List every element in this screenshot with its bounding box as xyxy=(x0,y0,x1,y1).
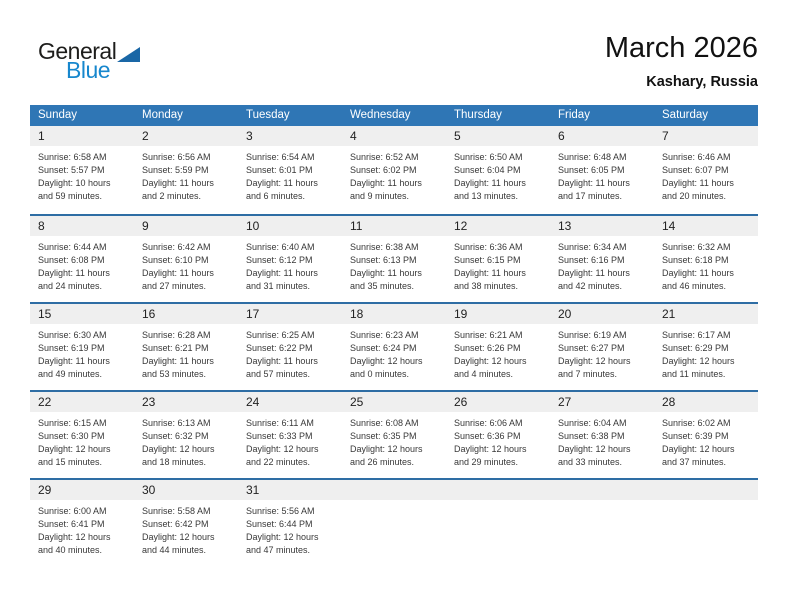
day-details xyxy=(654,412,758,469)
day-details xyxy=(342,146,446,203)
calendar-day-cell xyxy=(342,304,446,390)
logo-text-blue: Blue xyxy=(66,57,111,83)
daylight-line: Daylight: 11 hours xyxy=(142,268,214,278)
calendar-day-cell xyxy=(654,126,758,214)
daylight-line: Daylight: 11 hours xyxy=(246,268,318,278)
logo-text-general: General xyxy=(38,38,117,64)
sunrise-line: Sunrise: 6:46 AM xyxy=(662,152,731,162)
general-blue-logo xyxy=(38,40,140,82)
daylight-line-continued: and 4 minutes. xyxy=(454,369,514,379)
day-number xyxy=(550,480,654,500)
daylight-line-continued: and 0 minutes. xyxy=(350,369,410,379)
daylight-line-continued: and 13 minutes. xyxy=(454,191,519,201)
calendar-empty-cell xyxy=(654,480,758,566)
sunrise-line: Sunrise: 6:02 AM xyxy=(662,418,731,428)
sunset-line: Sunset: 6:13 PM xyxy=(350,255,417,265)
calendar-day-cell xyxy=(446,126,550,214)
calendar-day-cell xyxy=(238,480,342,566)
sunset-line: Sunset: 6:39 PM xyxy=(662,431,729,441)
calendar-empty-cell xyxy=(446,480,550,566)
sunrise-line: Sunrise: 6:56 AM xyxy=(142,152,211,162)
sunrise-line: Sunrise: 6:17 AM xyxy=(662,330,731,340)
sunrise-line: Sunrise: 6:13 AM xyxy=(142,418,211,428)
sunrise-line: Sunrise: 6:06 AM xyxy=(454,418,523,428)
sunset-line: Sunset: 6:44 PM xyxy=(246,519,313,529)
daylight-line: Daylight: 11 hours xyxy=(558,178,630,188)
calendar-empty-cell xyxy=(342,480,446,566)
daylight-line: Daylight: 12 hours xyxy=(350,356,423,366)
daylight-line: Daylight: 12 hours xyxy=(38,532,111,542)
sunrise-line: Sunrise: 6:11 AM xyxy=(246,418,314,428)
calendar-day-cell xyxy=(30,216,134,302)
weekday-header-wednesday: Wednesday xyxy=(350,109,411,121)
daylight-line-continued: and 33 minutes. xyxy=(558,457,623,467)
calendar-day-cell xyxy=(654,304,758,390)
weekday-header-friday: Friday xyxy=(558,109,590,121)
daylight-line-continued: and 44 minutes. xyxy=(142,545,207,555)
daylight-line-continued: and 17 minutes. xyxy=(558,191,623,201)
daylight-line-continued: and 27 minutes. xyxy=(142,281,207,291)
calendar-empty-cell xyxy=(550,480,654,566)
calendar-day-cell xyxy=(446,392,550,478)
day-number: 18 xyxy=(342,304,446,324)
daylight-line: Daylight: 11 hours xyxy=(454,268,526,278)
calendar-week-row xyxy=(30,390,758,478)
daylight-line: Daylight: 12 hours xyxy=(662,356,735,366)
day-details xyxy=(30,324,134,381)
day-number: 20 xyxy=(550,304,654,324)
daylight-line-continued: and 11 minutes. xyxy=(662,369,726,379)
sunset-line: Sunset: 6:22 PM xyxy=(246,343,313,353)
daylight-line: Daylight: 11 hours xyxy=(38,268,110,278)
day-number: 9 xyxy=(134,216,238,236)
sunset-line: Sunset: 6:15 PM xyxy=(454,255,521,265)
day-details xyxy=(446,412,550,469)
day-details xyxy=(550,236,654,293)
sunrise-line: Sunrise: 6:04 AM xyxy=(558,418,627,428)
calendar-day-cell xyxy=(134,392,238,478)
sunrise-line: Sunrise: 6:32 AM xyxy=(662,242,731,252)
sunset-line: Sunset: 6:21 PM xyxy=(142,343,209,353)
sunset-line: Sunset: 6:41 PM xyxy=(38,519,105,529)
sunrise-line: Sunrise: 6:44 AM xyxy=(38,242,107,252)
sunset-line: Sunset: 6:16 PM xyxy=(558,255,625,265)
sunrise-line: Sunrise: 6:36 AM xyxy=(454,242,523,252)
daylight-line: Daylight: 12 hours xyxy=(454,356,527,366)
day-number: 24 xyxy=(238,392,342,412)
calendar-day-cell xyxy=(30,480,134,566)
daylight-line: Daylight: 11 hours xyxy=(662,178,734,188)
calendar-day-cell xyxy=(134,126,238,214)
daylight-line-continued: and 57 minutes. xyxy=(246,369,311,379)
daylight-line-continued: and 40 minutes. xyxy=(38,545,103,555)
sunset-line: Sunset: 6:02 PM xyxy=(350,165,417,175)
calendar-day-cell xyxy=(550,216,654,302)
day-number xyxy=(446,480,550,500)
daylight-line-continued: and 49 minutes. xyxy=(38,369,103,379)
daylight-line: Daylight: 12 hours xyxy=(246,532,319,542)
day-number: 22 xyxy=(30,392,134,412)
daylight-line: Daylight: 11 hours xyxy=(454,178,526,188)
day-number: 19 xyxy=(446,304,550,324)
sunrise-line: Sunrise: 6:08 AM xyxy=(350,418,419,428)
location-subtitle: Kashary, Russia xyxy=(646,74,758,91)
sunrise-line: Sunrise: 6:42 AM xyxy=(142,242,211,252)
daylight-line: Daylight: 12 hours xyxy=(350,444,423,454)
sunset-line: Sunset: 6:08 PM xyxy=(38,255,105,265)
day-details xyxy=(446,146,550,203)
calendar-day-cell xyxy=(30,304,134,390)
calendar-day-cell xyxy=(342,216,446,302)
day-number: 31 xyxy=(238,480,342,500)
day-number: 2 xyxy=(134,126,238,146)
daylight-line-continued: and 31 minutes. xyxy=(246,281,311,291)
sunset-line: Sunset: 5:57 PM xyxy=(38,165,105,175)
day-number: 17 xyxy=(238,304,342,324)
calendar-day-cell xyxy=(30,392,134,478)
daylight-line-continued: and 35 minutes. xyxy=(350,281,415,291)
sunset-line: Sunset: 6:30 PM xyxy=(38,431,105,441)
day-details xyxy=(446,324,550,381)
daylight-line-continued: and 20 minutes. xyxy=(662,191,727,201)
daylight-line: Daylight: 11 hours xyxy=(246,178,318,188)
day-details xyxy=(550,146,654,203)
daylight-line-continued: and 2 minutes. xyxy=(142,191,202,201)
day-details xyxy=(238,236,342,293)
daylight-line-continued: and 6 minutes. xyxy=(246,191,306,201)
daylight-line: Daylight: 11 hours xyxy=(38,356,110,366)
calendar-day-cell xyxy=(238,392,342,478)
daylight-line-continued: and 24 minutes. xyxy=(38,281,103,291)
day-number: 15 xyxy=(30,304,134,324)
title-block xyxy=(605,32,758,90)
sunset-line: Sunset: 6:07 PM xyxy=(662,165,729,175)
day-number: 12 xyxy=(446,216,550,236)
sunrise-line: Sunrise: 6:52 AM xyxy=(350,152,419,162)
day-number: 13 xyxy=(550,216,654,236)
daylight-line: Daylight: 12 hours xyxy=(454,444,527,454)
day-details xyxy=(238,500,342,557)
day-number: 6 xyxy=(550,126,654,146)
calendar-day-cell xyxy=(654,216,758,302)
sunset-line: Sunset: 6:38 PM xyxy=(558,431,625,441)
sunset-line: Sunset: 6:12 PM xyxy=(246,255,313,265)
sunrise-line: Sunrise: 5:58 AM xyxy=(142,506,211,516)
day-number: 23 xyxy=(134,392,238,412)
sunrise-line: Sunrise: 6:58 AM xyxy=(38,152,107,162)
daylight-line-continued: and 29 minutes. xyxy=(454,457,519,467)
sunset-line: Sunset: 5:59 PM xyxy=(142,165,209,175)
weekday-header-thursday: Thursday xyxy=(454,109,502,121)
day-number: 21 xyxy=(654,304,758,324)
day-details xyxy=(134,324,238,381)
sunrise-line: Sunrise: 6:30 AM xyxy=(38,330,107,340)
day-number xyxy=(654,480,758,500)
day-details xyxy=(238,324,342,381)
daylight-line: Daylight: 12 hours xyxy=(662,444,735,454)
calendar-day-cell xyxy=(134,304,238,390)
daylight-line: Daylight: 10 hours xyxy=(38,178,111,188)
daylight-line: Daylight: 11 hours xyxy=(350,268,422,278)
daylight-line-continued: and 38 minutes. xyxy=(454,281,519,291)
sunset-line: Sunset: 6:05 PM xyxy=(558,165,625,175)
calendar-day-cell xyxy=(342,392,446,478)
day-details xyxy=(134,412,238,469)
day-details xyxy=(134,236,238,293)
day-details xyxy=(30,236,134,293)
sunset-line: Sunset: 6:24 PM xyxy=(350,343,417,353)
sunset-line: Sunset: 6:04 PM xyxy=(454,165,521,175)
sunset-line: Sunset: 6:35 PM xyxy=(350,431,417,441)
daylight-line-continued: and 42 minutes. xyxy=(558,281,623,291)
day-details xyxy=(342,412,446,469)
calendar-week-row xyxy=(30,302,758,390)
sunset-line: Sunset: 6:36 PM xyxy=(454,431,521,441)
day-number: 30 xyxy=(134,480,238,500)
logo-triangle-icon xyxy=(117,47,140,62)
daylight-line: Daylight: 12 hours xyxy=(246,444,319,454)
sunrise-line: Sunrise: 6:28 AM xyxy=(142,330,211,340)
day-details xyxy=(342,236,446,293)
daylight-line-continued: and 53 minutes. xyxy=(142,369,207,379)
sunrise-line: Sunrise: 5:56 AM xyxy=(246,506,315,516)
calendar-day-cell xyxy=(134,216,238,302)
day-details xyxy=(30,412,134,469)
sunset-line: Sunset: 6:10 PM xyxy=(142,255,209,265)
day-number: 26 xyxy=(446,392,550,412)
sunrise-line: Sunrise: 6:23 AM xyxy=(350,330,419,340)
day-details xyxy=(446,236,550,293)
sunrise-line: Sunrise: 6:38 AM xyxy=(350,242,419,252)
daylight-line-continued: and 37 minutes. xyxy=(662,457,727,467)
sunset-line: Sunset: 6:19 PM xyxy=(38,343,105,353)
sunrise-line: Sunrise: 6:40 AM xyxy=(246,242,315,252)
day-number xyxy=(342,480,446,500)
day-number: 5 xyxy=(446,126,550,146)
page-title: March 2026 xyxy=(604,32,758,64)
sunset-line: Sunset: 6:26 PM xyxy=(454,343,521,353)
day-number: 3 xyxy=(238,126,342,146)
day-details xyxy=(238,412,342,469)
calendar-weeks xyxy=(30,126,758,566)
day-details xyxy=(30,146,134,203)
calendar-table xyxy=(30,105,758,566)
calendar-day-cell xyxy=(654,392,758,478)
day-number: 7 xyxy=(654,126,758,146)
sunrise-line: Sunrise: 6:34 AM xyxy=(558,242,627,252)
daylight-line-continued: and 26 minutes. xyxy=(350,457,415,467)
daylight-line: Daylight: 12 hours xyxy=(558,444,631,454)
day-number: 4 xyxy=(342,126,446,146)
weekday-header-monday: Monday xyxy=(142,109,183,121)
day-details xyxy=(654,324,758,381)
daylight-line-continued: and 22 minutes. xyxy=(246,457,311,467)
weekday-header-tuesday: Tuesday xyxy=(246,109,290,121)
calendar-week-row xyxy=(30,478,758,566)
daylight-line: Daylight: 11 hours xyxy=(350,178,422,188)
calendar-day-cell xyxy=(550,392,654,478)
daylight-line: Daylight: 11 hours xyxy=(558,268,630,278)
sunrise-line: Sunrise: 6:00 AM xyxy=(38,506,107,516)
calendar-week-row xyxy=(30,214,758,302)
calendar-day-cell xyxy=(550,304,654,390)
day-details xyxy=(134,146,238,203)
day-number: 8 xyxy=(30,216,134,236)
calendar-day-cell xyxy=(238,126,342,214)
sunrise-line: Sunrise: 6:50 AM xyxy=(454,152,523,162)
daylight-line-continued: and 59 minutes. xyxy=(38,191,103,201)
day-number: 25 xyxy=(342,392,446,412)
calendar-day-cell xyxy=(30,126,134,214)
day-details xyxy=(238,146,342,203)
sunset-line: Sunset: 6:18 PM xyxy=(662,255,729,265)
day-details xyxy=(550,412,654,469)
day-details xyxy=(342,324,446,381)
daylight-line: Daylight: 12 hours xyxy=(558,356,631,366)
daylight-line: Daylight: 11 hours xyxy=(662,268,734,278)
day-details xyxy=(654,146,758,203)
day-details xyxy=(654,236,758,293)
daylight-line-continued: and 18 minutes. xyxy=(142,457,207,467)
day-number: 29 xyxy=(30,480,134,500)
weekday-header-saturday: Saturday xyxy=(662,109,709,121)
day-number: 14 xyxy=(654,216,758,236)
weekday-header-row xyxy=(30,105,758,126)
day-number: 28 xyxy=(654,392,758,412)
daylight-line-continued: and 47 minutes. xyxy=(246,545,311,555)
sunrise-line: Sunrise: 6:25 AM xyxy=(246,330,315,340)
weekday-header-sunday: Sunday xyxy=(38,109,78,121)
calendar-day-cell xyxy=(446,216,550,302)
daylight-line-continued: and 46 minutes. xyxy=(662,281,727,291)
daylight-line-continued: and 7 minutes. xyxy=(558,369,618,379)
day-details xyxy=(30,500,134,557)
sunset-line: Sunset: 6:42 PM xyxy=(142,519,209,529)
sunset-line: Sunset: 6:33 PM xyxy=(246,431,313,441)
daylight-line-continued: and 9 minutes. xyxy=(350,191,410,201)
calendar-day-cell xyxy=(342,126,446,214)
day-details xyxy=(550,324,654,381)
day-number: 10 xyxy=(238,216,342,236)
sunset-line: Sunset: 6:01 PM xyxy=(246,165,313,175)
day-number: 11 xyxy=(342,216,446,236)
daylight-line: Daylight: 12 hours xyxy=(142,532,215,542)
sunrise-line: Sunrise: 6:54 AM xyxy=(246,152,315,162)
calendar-day-cell xyxy=(446,304,550,390)
day-number: 16 xyxy=(134,304,238,324)
day-number: 1 xyxy=(30,126,134,146)
calendar-week-row xyxy=(30,126,758,214)
calendar-day-cell xyxy=(238,216,342,302)
calendar-day-cell xyxy=(550,126,654,214)
daylight-line-continued: and 15 minutes. xyxy=(38,457,103,467)
calendar-day-cell xyxy=(238,304,342,390)
day-details xyxy=(134,500,238,557)
sunrise-line: Sunrise: 6:15 AM xyxy=(38,418,107,428)
daylight-line: Daylight: 11 hours xyxy=(246,356,318,366)
daylight-line: Daylight: 12 hours xyxy=(38,444,111,454)
sunrise-line: Sunrise: 6:48 AM xyxy=(558,152,627,162)
sunset-line: Sunset: 6:32 PM xyxy=(142,431,209,441)
sunset-line: Sunset: 6:27 PM xyxy=(558,343,625,353)
sunrise-line: Sunrise: 6:21 AM xyxy=(454,330,523,340)
sunrise-line: Sunrise: 6:19 AM xyxy=(558,330,627,340)
daylight-line: Daylight: 11 hours xyxy=(142,356,214,366)
day-number: 27 xyxy=(550,392,654,412)
calendar-day-cell xyxy=(134,480,238,566)
daylight-line: Daylight: 11 hours xyxy=(142,178,214,188)
sunset-line: Sunset: 6:29 PM xyxy=(662,343,729,353)
daylight-line: Daylight: 12 hours xyxy=(142,444,215,454)
